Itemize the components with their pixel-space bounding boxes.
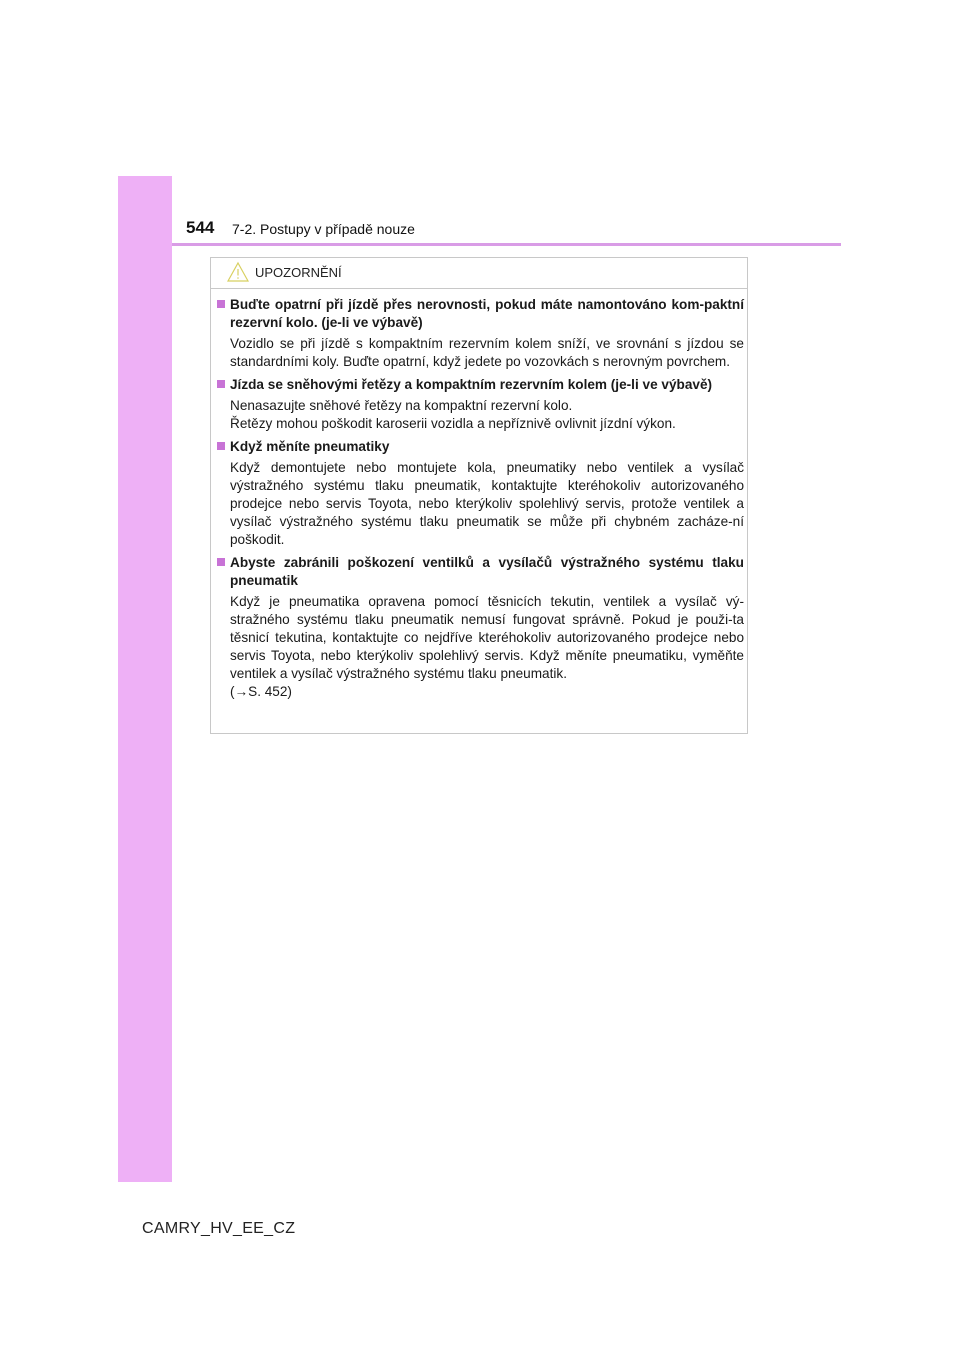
section-title-text: Abyste zabránili poškození ventilků a vysílačů výstražného systému tlaku pneumatik bbox=[230, 555, 744, 588]
section-title bbox=[217, 296, 744, 332]
warning-sections bbox=[217, 296, 744, 706]
square-bullet-icon bbox=[217, 442, 225, 450]
section-body bbox=[217, 397, 744, 433]
section-paragraph: Řetězy mohou poškodit karoserii vozidla a nepříznivě ovlivnit jízdní výkon. bbox=[230, 416, 676, 431]
warning-box bbox=[210, 257, 748, 734]
warning-section bbox=[217, 554, 744, 701]
square-bullet-icon bbox=[217, 300, 225, 308]
page-number: 544 bbox=[186, 218, 215, 237]
warning-section bbox=[217, 296, 744, 371]
page-reference[interactable]: (→S. 452) bbox=[230, 684, 292, 699]
section-title-text: Když měníte pneumatiky bbox=[230, 439, 390, 454]
warning-header bbox=[211, 258, 747, 289]
warning-section bbox=[217, 376, 744, 433]
section-paragraph: Vozidlo se při jízdě s kompaktním rezervním kolem sníží, ve srovnání s jízdou se standardními koly. Buďte opatrní, když jedete po vozovkách s nerovným povrchem. bbox=[230, 336, 744, 369]
section-title-text: Jízda se sněhovými řetězy a kompaktním rezervním kolem (je-li ve výbavě) bbox=[230, 377, 713, 392]
section-paragraph: Nenasazujte sněhové řetězy na kompaktní rezervní kolo. bbox=[230, 398, 573, 413]
square-bullet-icon bbox=[217, 558, 225, 566]
square-bullet-icon bbox=[217, 380, 225, 388]
section-paragraph: Když je pneumatika opravena pomocí těsnicích tekutin, ventilek a vysílač vý-stražného systému tlaku pneumatik nemusí fungovat správně. Pokud je použi-ta těsnicí tekutina, kontaktujte co nejdříve kteréhokoliv autorizovaného prodejce nebo servis Toyota, nebo kterýkoliv spolehlivý servis. Když měníte pneumatiku, vyměňte ventilek a vysílač výstražného systému tlaku pneumatik. bbox=[230, 594, 744, 681]
warning-triangle-icon bbox=[227, 261, 249, 283]
section-body bbox=[217, 335, 744, 371]
document-code: CAMRY_HV_EE_CZ bbox=[142, 1220, 296, 1237]
side-color-band bbox=[118, 176, 172, 1182]
section-title bbox=[217, 554, 744, 590]
section-title bbox=[217, 438, 744, 456]
warning-label: UPOZORNĚNÍ bbox=[255, 265, 342, 280]
section-body bbox=[217, 593, 744, 701]
section-title-text: Buďte opatrní při jízdě přes nerovnosti, pokud máte namontováno kom-paktní rezervní kolo. (je-li ve výbavě) bbox=[230, 297, 744, 330]
section-paragraph: Když demontujete nebo montujete kola, pneumatiky nebo ventilek a vysílač výstražného systému tlaku pneumatik, kontaktujte kteréhokoliv autorizovaného prodejce nebo servis Toyota, nebo kterýkoliv spolehlivý servis, protože ventilek a vysílač výstražného systému tlaku pneumatik se může při chybném zacháze-ní poškodit. bbox=[230, 460, 744, 547]
warning-section bbox=[217, 438, 744, 549]
header-rule bbox=[172, 243, 841, 246]
section-title bbox=[217, 376, 744, 394]
section-body bbox=[217, 459, 744, 549]
chapter-title: 7-2. Postupy v případě nouze bbox=[232, 221, 415, 237]
